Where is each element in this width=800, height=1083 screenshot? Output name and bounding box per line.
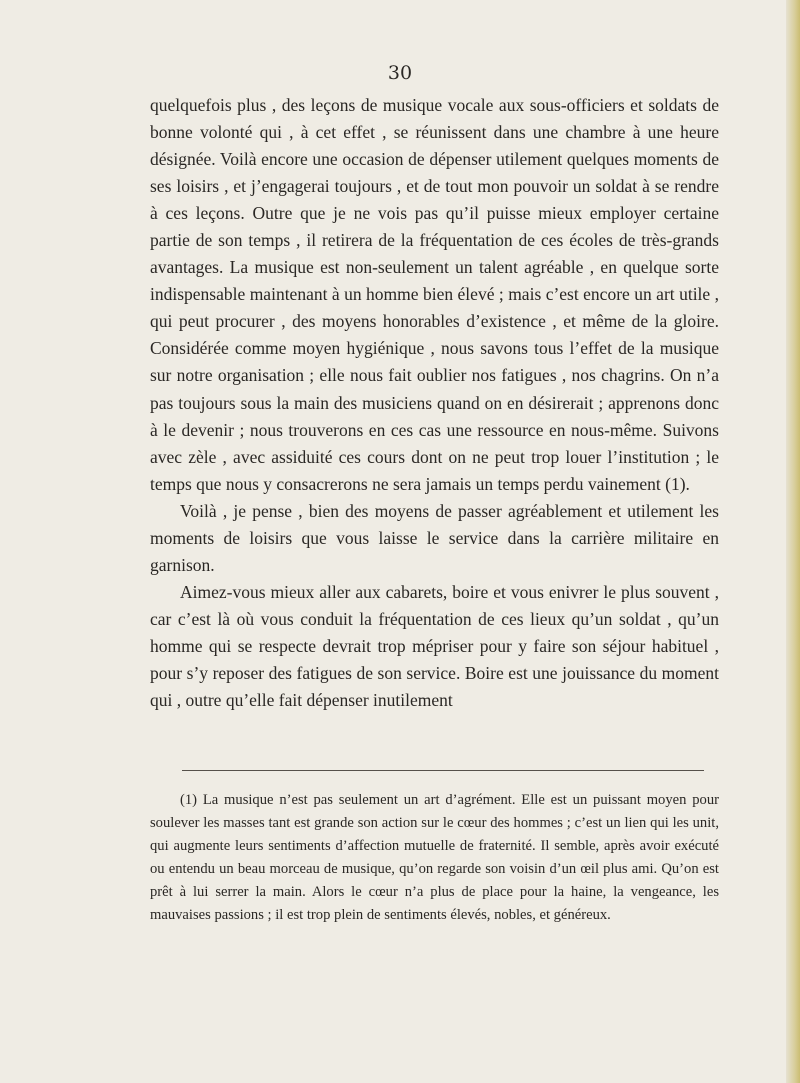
paragraph-music-lessons: quelquefois plus , des leçons de musique vocale aux sous-officiers et soldats de bonne volonté qui , à cet effet , se réunissent dans une chambre à une heure désignée. Voilà encore une occasion de dépenser utilement quelques moments de ses loisirs , et j’engagerai toujours , et de tout mon pouvoir un soldat à se rendre à ces leçons. Outre que je ne vois pas qu’il puisse mieux employer certaine partie de son temps , il retirera de la fréquentation de ces écoles de très-grands avantages. La musique est non-seulement un talent agréable , en quelque sorte indispensable maintenant à un homme bien élevé ; mais c’est encore un art utile , qui peut procurer , des moyens honorables d’existence , et même de la gloire. Considérée comme moyen hygiénique , nous savons tous l’effet de la musique sur notre organisation ; elle nous fait oublier nos fatigues , nos chagrins. On n’a pas toujours sous la main des musiciens quand on en désirerait ; apprenons donc à le devenir ; nous trouverons en ces cas une ressource en nous-même. Suivons avec zèle , avec assiduité ces cours dont on ne peut trop louer l’institution ; le temps que nous y consacrerons ne sera jamais un temps perdu vainement (1).	[150, 95, 719, 494]
body-text	[150, 92, 719, 714]
paragraph-leisure-summary: Voilà , je pense , bien des moyens de passer agréablement et utilement les moments de loisirs que vous laisse le service dans la carrière militaire en garnison.	[150, 500, 719, 575]
page-number: 30	[387, 62, 413, 84]
page-edge	[786, 0, 800, 1083]
footnote	[150, 789, 719, 928]
paragraph-cabarets: Aimez-vous mieux aller aux cabarets, boire et vous enivrer le plus souvent , car c’est là où vous conduit la fréquentation de ces lieux qu’un soldat , qu’un homme qui se respecte devrait trop mépriser pour y faire son séjour habituel , pour s’y reposer des fatigues de son service. Boire est une jouissance du moment qui , outre qu’elle fait dépenser inutilement	[150, 581, 719, 711]
footnote-rule	[182, 770, 704, 771]
footnote-text: (1) La musique n’est pas seulement un art d’agrément. Elle est un puissant moyen pour soulever les masses tant est grande son action sur le cœur des hommes ; c’est un lien qui les unit, qui augmente leurs sentiments d’affection mutuelle de fraternité. Il semble, après avoir exécuté ou entendu un beau morceau de musique, qu’on regarde son voisin d’un œil plus ami. Qu’on est prêt à lui serrer la main. Alors le cœur n’a plus de place pour la haine, la vengeance, les mauvaises passions ; il est trop plein de sentiments élevés, nobles, et généreux.	[150, 792, 719, 924]
